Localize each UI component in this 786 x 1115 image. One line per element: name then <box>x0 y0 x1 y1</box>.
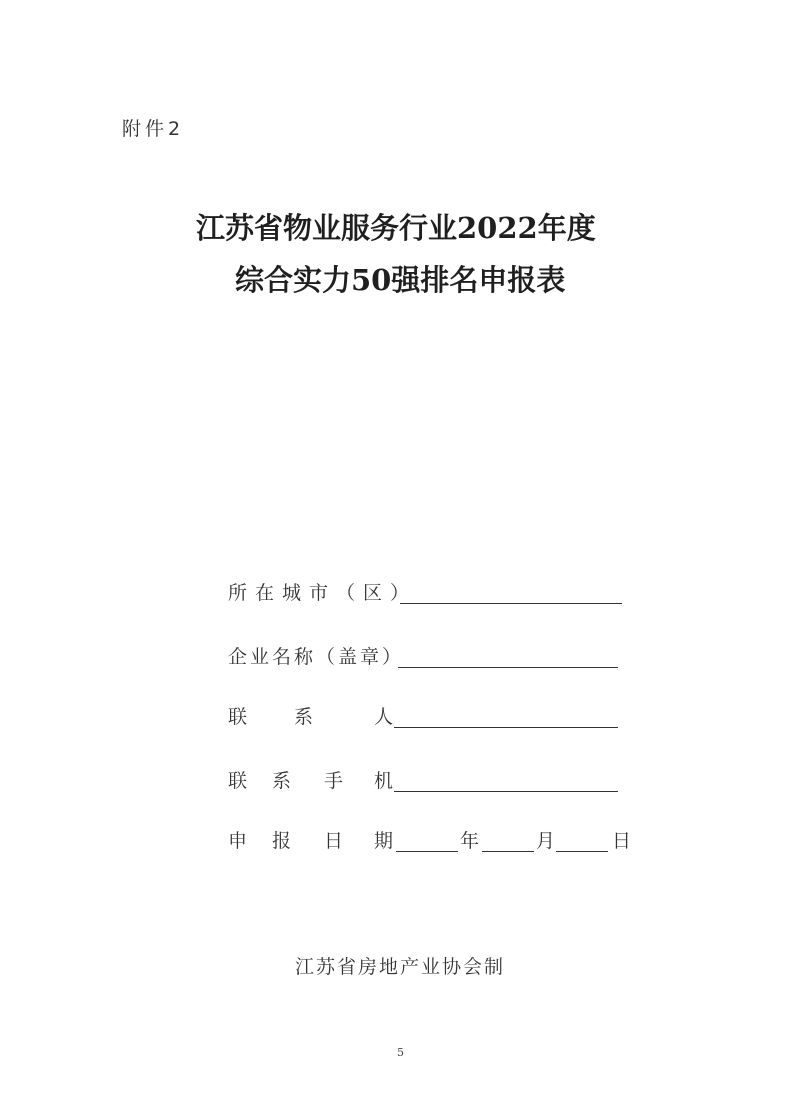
contact-blank-line[interactable] <box>394 727 618 728</box>
phone-label-char-3: 手 <box>324 770 344 792</box>
document-title-line2: 综合实力50强排名申报表 <box>235 263 566 297</box>
year-label: 年 <box>460 830 480 852</box>
year-blank-line[interactable] <box>396 851 458 852</box>
issuer-text: 江苏省房地产业协会制 <box>295 956 506 978</box>
phone-label-char-4: 机 <box>374 770 394 792</box>
city-label: 所在城市（区） <box>228 582 418 604</box>
phone-label-char-2: 系 <box>272 770 292 792</box>
day-label: 日 <box>612 830 632 852</box>
date-label-char-3: 日 <box>324 830 344 852</box>
day-blank-line[interactable] <box>556 851 608 852</box>
document-title-line1: 江苏省物业服务行业2022年度 <box>196 211 596 245</box>
date-field <box>228 826 648 856</box>
date-label-char-1: 申 <box>228 830 248 852</box>
contact-label-char-2: 系 <box>294 706 314 728</box>
month-blank-line[interactable] <box>482 851 534 852</box>
date-label-char-4: 期 <box>374 830 394 852</box>
city-blank-line[interactable] <box>400 603 622 604</box>
page-number: 5 <box>397 1046 404 1059</box>
phone-blank-line[interactable] <box>394 791 618 792</box>
contact-label-char-1: 联 <box>228 706 248 728</box>
contact-label-char-3: 人 <box>374 706 394 728</box>
date-label-char-2: 报 <box>272 830 292 852</box>
company-label: 企业名称（盖章） <box>228 646 405 668</box>
month-label: 月 <box>536 830 556 852</box>
phone-label-char-1: 联 <box>228 770 248 792</box>
company-blank-line[interactable] <box>398 667 618 668</box>
attachment-label: 附件2 <box>122 118 185 140</box>
